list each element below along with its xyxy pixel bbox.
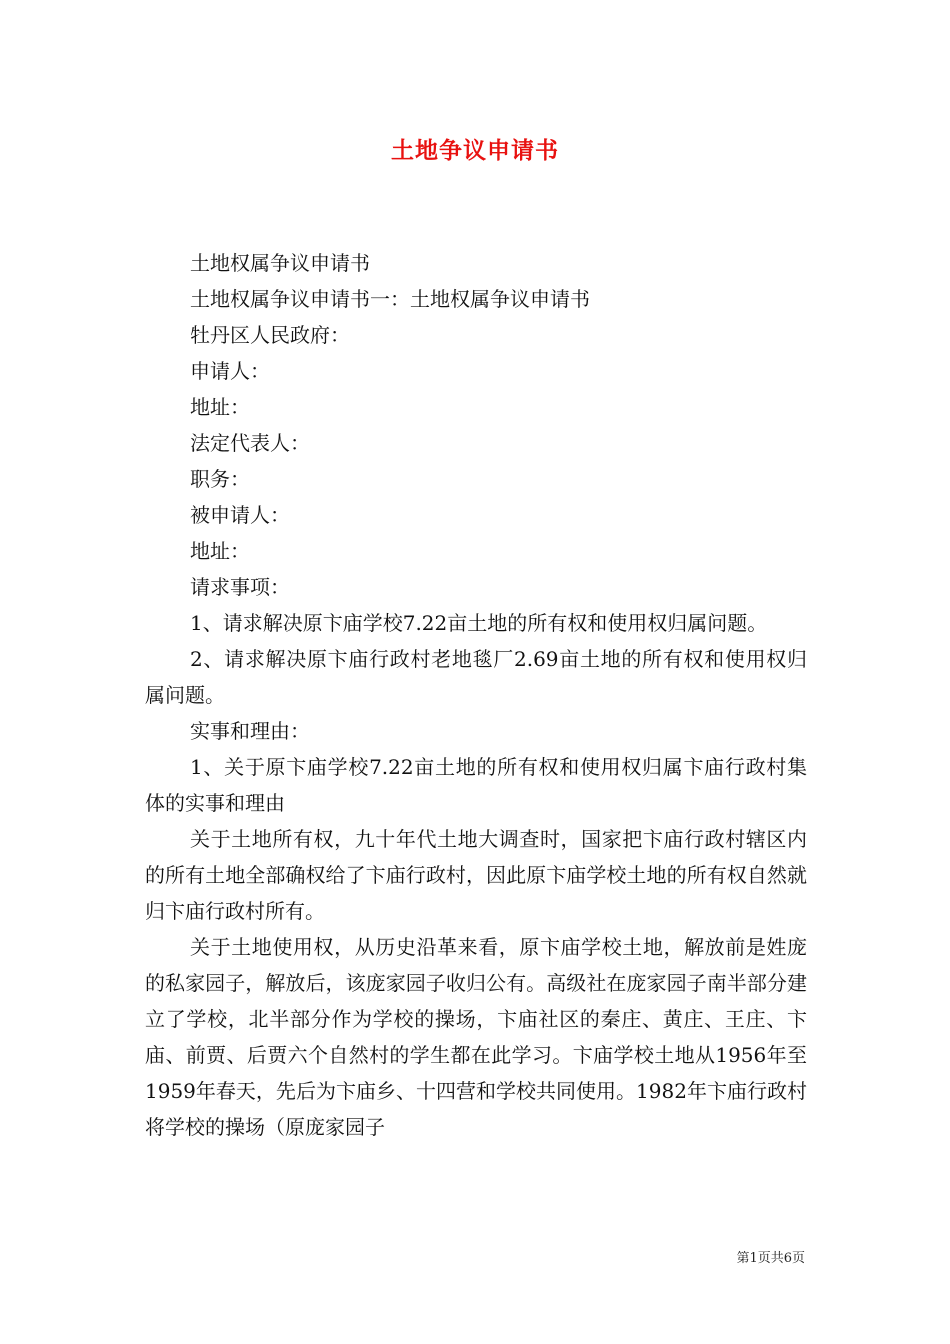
paragraph: 关于土地所有权，九十年代土地大调查时，国家把卞庙行政村辖区内的所有土地全部确权给了卞庙行政村，因此原卞庙学校土地的所有权自然就归卞庙行政村所有。: [145, 827, 807, 923]
paragraph: 法定代表人：: [190, 431, 310, 455]
paragraph: 请求事项：: [190, 575, 290, 599]
paragraph: 地址：: [190, 395, 250, 419]
paragraph: 实事和理由：: [190, 719, 310, 743]
paragraph: 土地权属争议申请书: [190, 251, 370, 275]
paragraph: 土地权属争议申请书一：土地权属争议申请书: [190, 287, 590, 311]
document-body: [145, 245, 807, 1145]
paragraph: 职务：: [190, 467, 250, 491]
paragraph: 关于土地使用权，从历史沿革来看，原卞庙学校土地，解放前是姓庞的私家园子，解放后，该庞家园子收归公有。高级社在庞家园子南半部分建立了学校，北半部分作为学校的操场，卞庙社区的秦庄、黄庄、王庄、卞庙、前贾、后贾六个自然村的学生都在此学习。卞庙学校土地从1956年至1959年春天，先后为卞庙乡、十四营和学校共同使用。1982年卞庙行政村将学校的操场（原庞家园子: [145, 935, 807, 1139]
paragraph: 1、请求解决原卞庙学校7.22亩土地的所有权和使用权归属问题。: [190, 611, 768, 635]
paragraph: 申请人：: [190, 359, 270, 383]
paragraph: 被申请人：: [190, 503, 290, 527]
paragraph: 牡丹区人民政府：: [190, 323, 350, 347]
paragraph: 1、关于原卞庙学校7.22亩土地的所有权和使用权归属卞庙行政村集体的实事和理由: [145, 755, 807, 815]
page-title: 土地争议申请书: [391, 138, 559, 164]
page-footer: 第1页共6页: [736, 1251, 805, 1266]
paragraph: 地址：: [190, 539, 250, 563]
paragraph: 2、请求解决原卞庙行政村老地毯厂2.69亩土地的所有权和使用权归属问题。: [145, 647, 807, 707]
